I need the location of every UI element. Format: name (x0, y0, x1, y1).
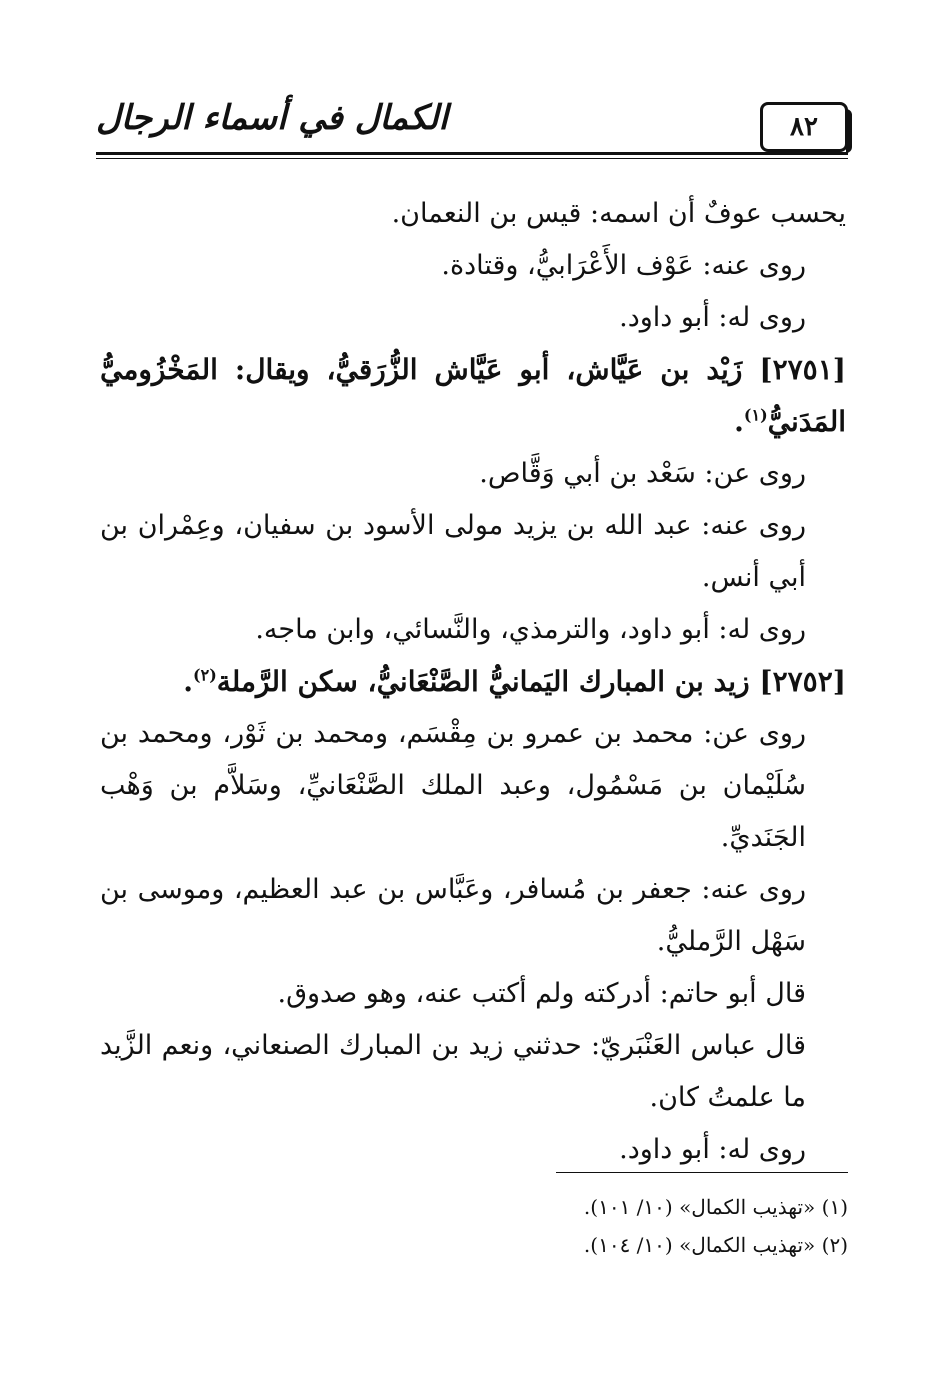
header-rule (96, 152, 848, 155)
main-text (100, 188, 846, 1176)
footnote-separator (556, 1172, 848, 1173)
footnote-ref: (٢) (193, 665, 217, 685)
header-rule-thin (96, 158, 848, 159)
paragraph: روى عنه: عبد الله بن يزيد مولى الأسود بن سفيان، وعِمْران بن أبي أنس. (100, 510, 806, 593)
paragraph: روى عن: محمد بن عمرو بن مِقْسَم، ومحمد بن ثَوْر، ومحمد بن سُلَيْمان بن مَسْمُول، وعبد الملك الصَّنْعَانيِّ، وسَلاَّم بن وَهْب الجَنَديِّ. (100, 718, 806, 853)
footnote: (١) «تهذيب الكمال» (١٠/ ١٠١). (583, 1195, 848, 1219)
paragraph: روى عن: سَعْد بن أبي وَقَّاص. (479, 458, 806, 489)
footnotes (248, 1188, 848, 1264)
entry-heading-end: . (183, 665, 194, 698)
entry-heading-end: . (734, 405, 744, 438)
entry-heading (100, 656, 846, 708)
entry-heading-text: [٢٧٥١] زَيْد بن عَيَّاش، أبو عَيَّاش الزُّرَقيُّ، ويقال: المَخْزُوميُّ المَدَنيُّ (100, 353, 846, 438)
footnote: (٢) «تهذيب الكمال» (١٠/ ١٠٤). (583, 1233, 848, 1257)
paragraph: يحسب عوفٌ أن اسمه: قيس بن النعمان. (391, 198, 846, 229)
paragraph: روى عنه: عَوْف الأَعْرَابيُّ، وقتادة. (441, 250, 806, 281)
book-title: الكمال في أسماء الرجال (96, 98, 448, 138)
page-header (96, 96, 848, 166)
entry-heading (100, 344, 846, 448)
paragraph: روى له: أبو داود. (619, 302, 806, 333)
footnote-ref: (١) (743, 405, 768, 425)
paragraph: قال عباس العَنْبَريّ: حدثني زيد بن المبارك الصنعاني، ونعم الزَّيد ما علمتُ كان. (100, 1030, 806, 1113)
paragraph: روى له: أبو داود. (619, 1134, 806, 1165)
paragraph: روى عنه: جعفر بن مُسافر، وعَبَّاس بن عبد العظيم، وموسى بن سَهْل الرَّمليُّ. (100, 874, 806, 957)
entry-heading-text: [٢٧٥٢] زيد بن المبارك اليَمانيُّ الصَّنْعَانيُّ، سكن الرَّملة (216, 665, 846, 698)
paragraph: قال أبو حاتم: أدركته ولم أكتب عنه، وهو صدوق. (277, 978, 806, 1009)
paragraph: روى له: أبو داود، والترمذي، والنَّسائي، وابن ماجه. (255, 614, 806, 645)
page-number: ٨٢ (760, 102, 848, 152)
